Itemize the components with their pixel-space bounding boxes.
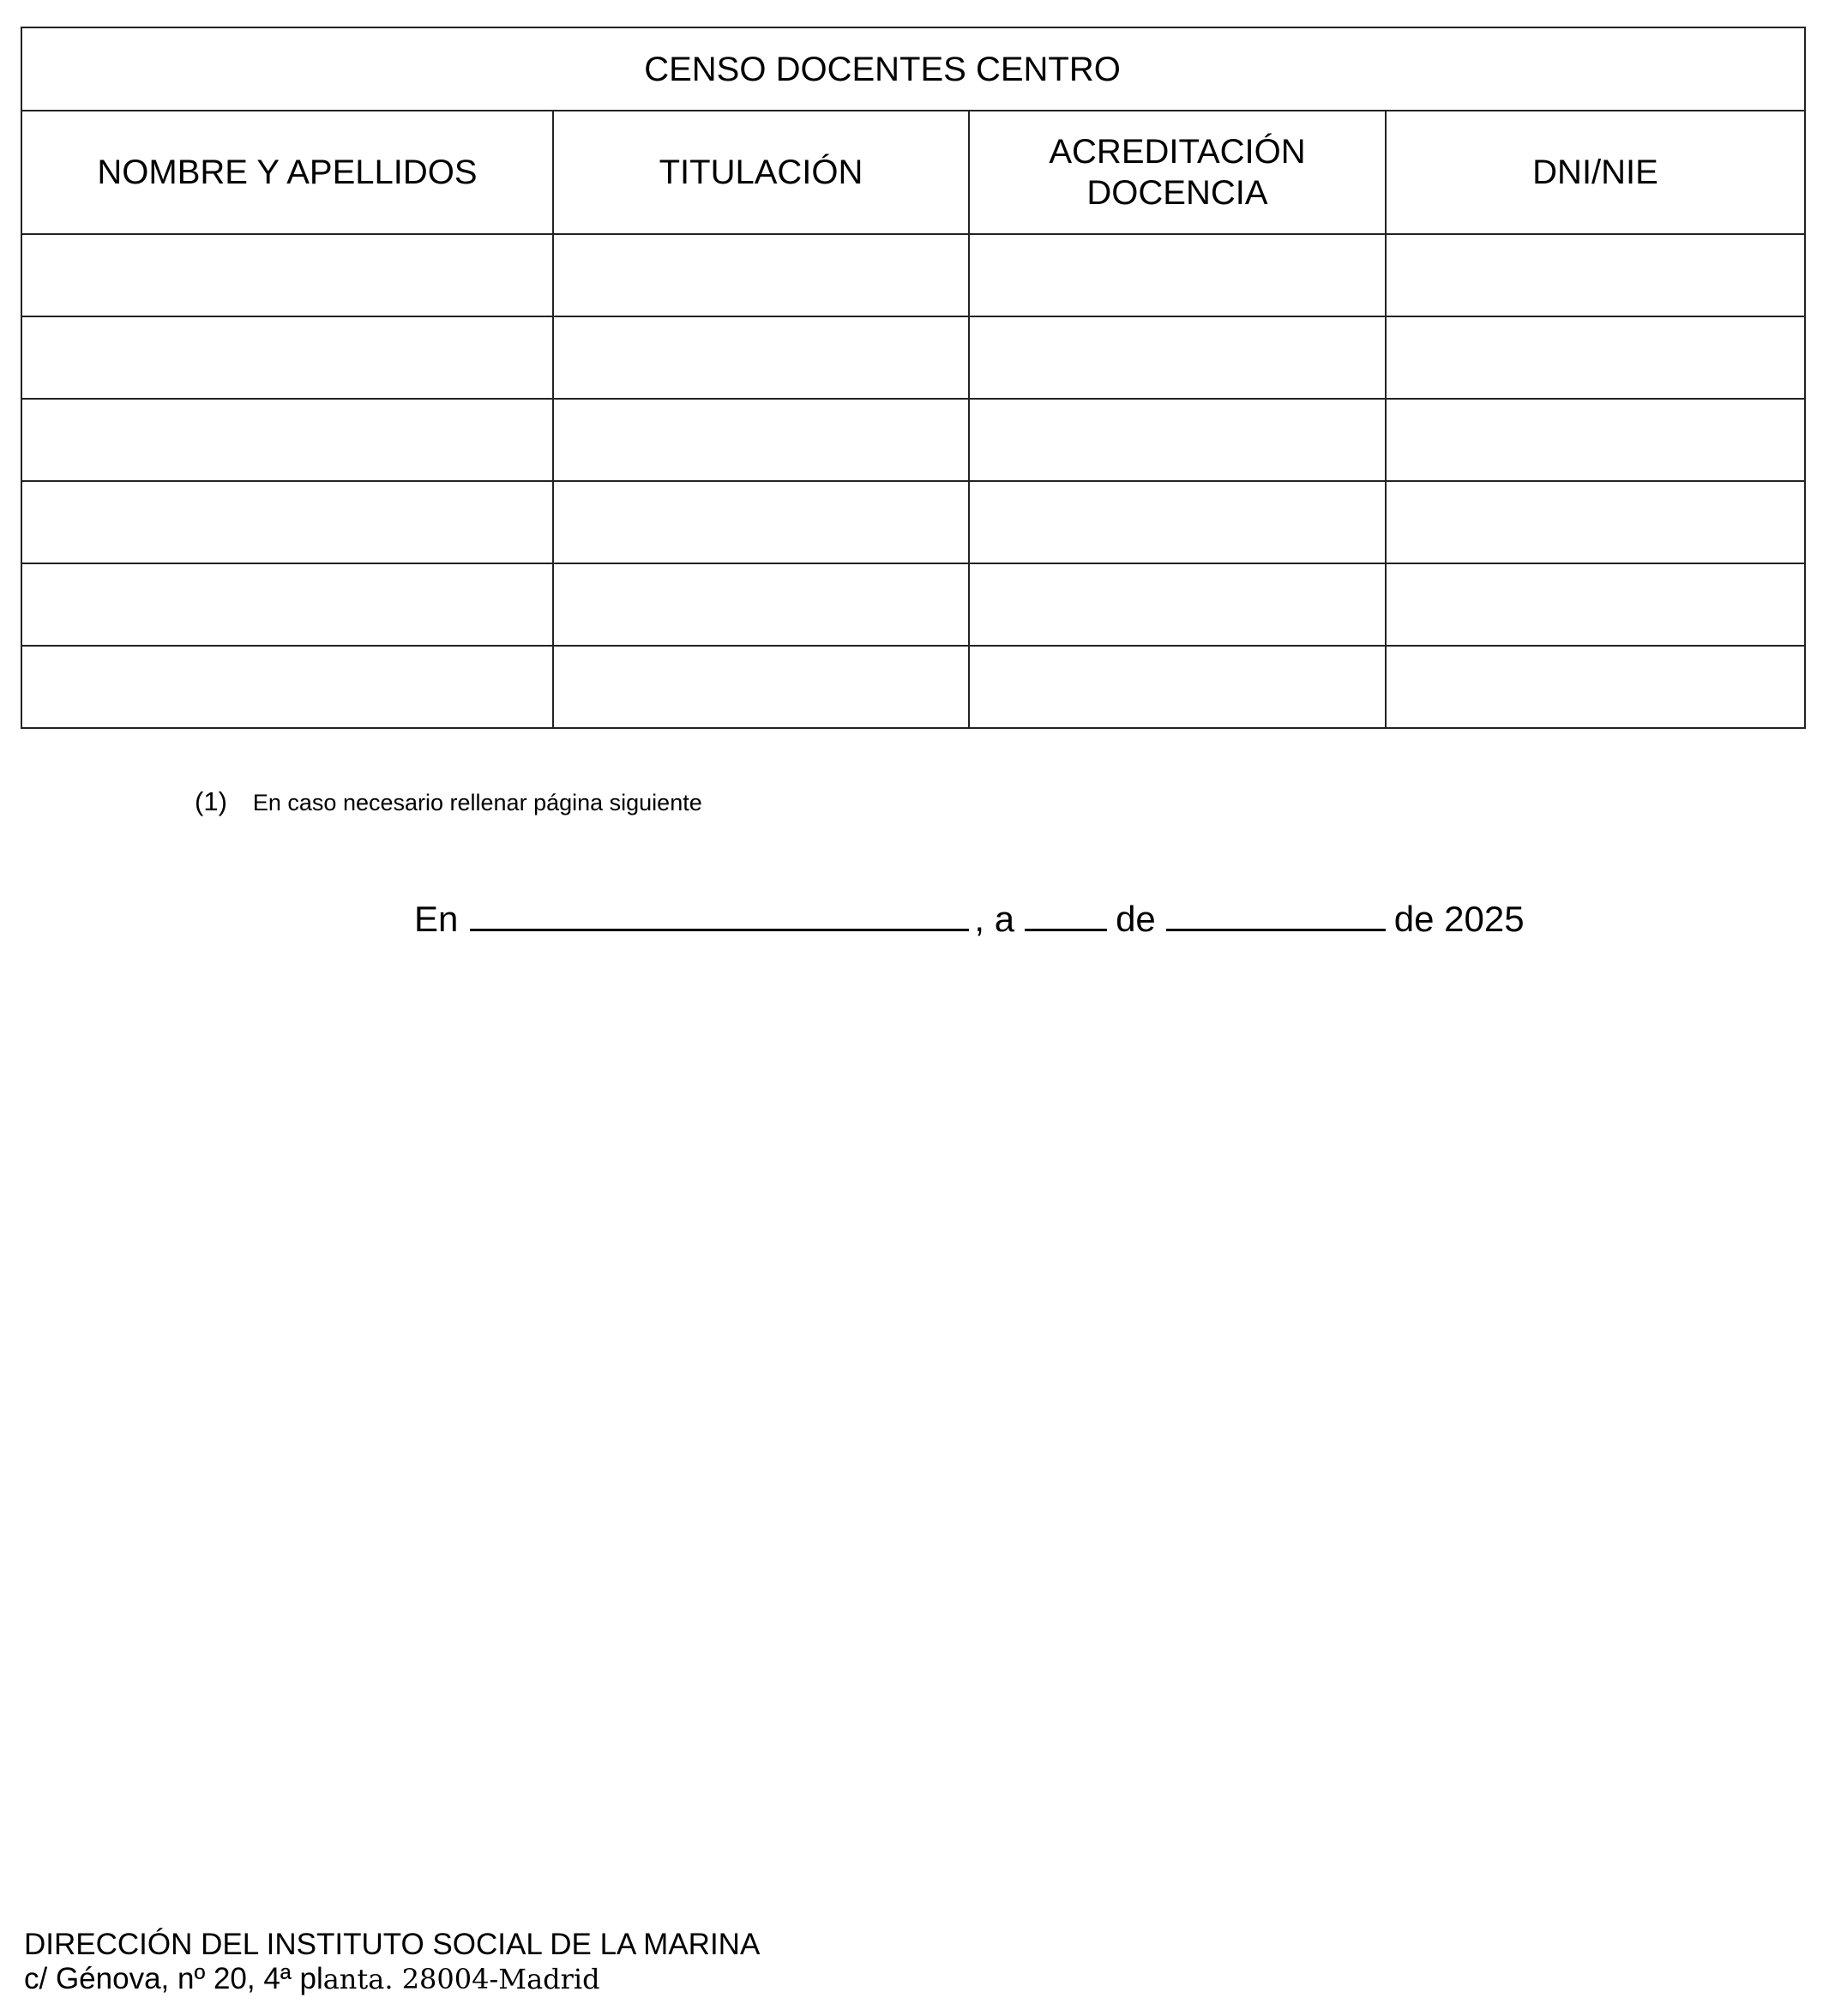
place-blank-field[interactable]: [470, 900, 969, 931]
cell-nombre[interactable]: [21, 563, 553, 646]
column-header-dni: DNI/NIE: [1386, 111, 1805, 234]
date-signature-line: [414, 897, 1525, 942]
cell-nombre[interactable]: [21, 399, 553, 481]
address-street: c/ Génova, nº 20, 4ª pl: [24, 1962, 323, 1995]
footnote: [195, 787, 702, 817]
table-title: CENSO DOCENTES CENTRO: [21, 27, 1805, 111]
date-year: de 2025: [1393, 899, 1525, 939]
cell-titulacion[interactable]: [553, 234, 969, 316]
cell-dni[interactable]: [1386, 646, 1805, 728]
cell-acreditacion[interactable]: [969, 563, 1386, 646]
table-row: [21, 563, 1805, 646]
cell-nombre[interactable]: [21, 481, 553, 563]
cell-dni[interactable]: [1386, 234, 1805, 316]
cell-nombre[interactable]: [21, 646, 553, 728]
cell-dni[interactable]: [1386, 481, 1805, 563]
date-comma-a: , a: [974, 899, 1015, 939]
table-row: [21, 646, 1805, 728]
date-de: de: [1116, 899, 1156, 939]
table-row: [21, 399, 1805, 481]
cell-dni[interactable]: [1386, 563, 1805, 646]
cell-titulacion[interactable]: [553, 646, 969, 728]
cell-nombre[interactable]: [21, 234, 553, 316]
column-header-nombre: NOMBRE Y APELLIDOS: [21, 111, 553, 234]
footnote-number: (1): [195, 786, 227, 816]
cell-acreditacion[interactable]: [969, 234, 1386, 316]
address-city: anta. 28004-Madrid: [322, 1963, 600, 1995]
day-blank-field[interactable]: [1025, 900, 1107, 931]
column-header-acreditacion: ACREDITACIÓN DOCENCIA: [969, 111, 1386, 234]
cell-acreditacion[interactable]: [969, 399, 1386, 481]
table-header-row: [21, 111, 1805, 234]
address-line-2: [24, 1962, 760, 1996]
table-row: [21, 481, 1805, 563]
table-title-row: [21, 27, 1805, 111]
cell-titulacion[interactable]: [553, 316, 969, 399]
column-header-titulacion: TITULACIÓN: [553, 111, 969, 234]
cell-dni[interactable]: [1386, 316, 1805, 399]
month-blank-field[interactable]: [1166, 900, 1386, 931]
table-row: [21, 234, 1805, 316]
cell-acreditacion[interactable]: [969, 481, 1386, 563]
address-line-1: DIRECCIÓN DEL INSTITUTO SOCIAL DE LA MARINA: [24, 1928, 761, 1961]
cell-nombre[interactable]: [21, 316, 553, 399]
date-prefix: En: [414, 899, 459, 939]
cell-titulacion[interactable]: [553, 399, 969, 481]
cell-titulacion[interactable]: [553, 563, 969, 646]
cell-acreditacion[interactable]: [969, 646, 1386, 728]
census-table: [21, 27, 1806, 729]
cell-titulacion[interactable]: [553, 481, 969, 563]
cell-acreditacion[interactable]: [969, 316, 1386, 399]
cell-dni[interactable]: [1386, 399, 1805, 481]
footnote-text: En caso necesario rellenar página siguiente: [252, 790, 702, 815]
footer-address: [24, 1928, 760, 1996]
table-row: [21, 316, 1805, 399]
